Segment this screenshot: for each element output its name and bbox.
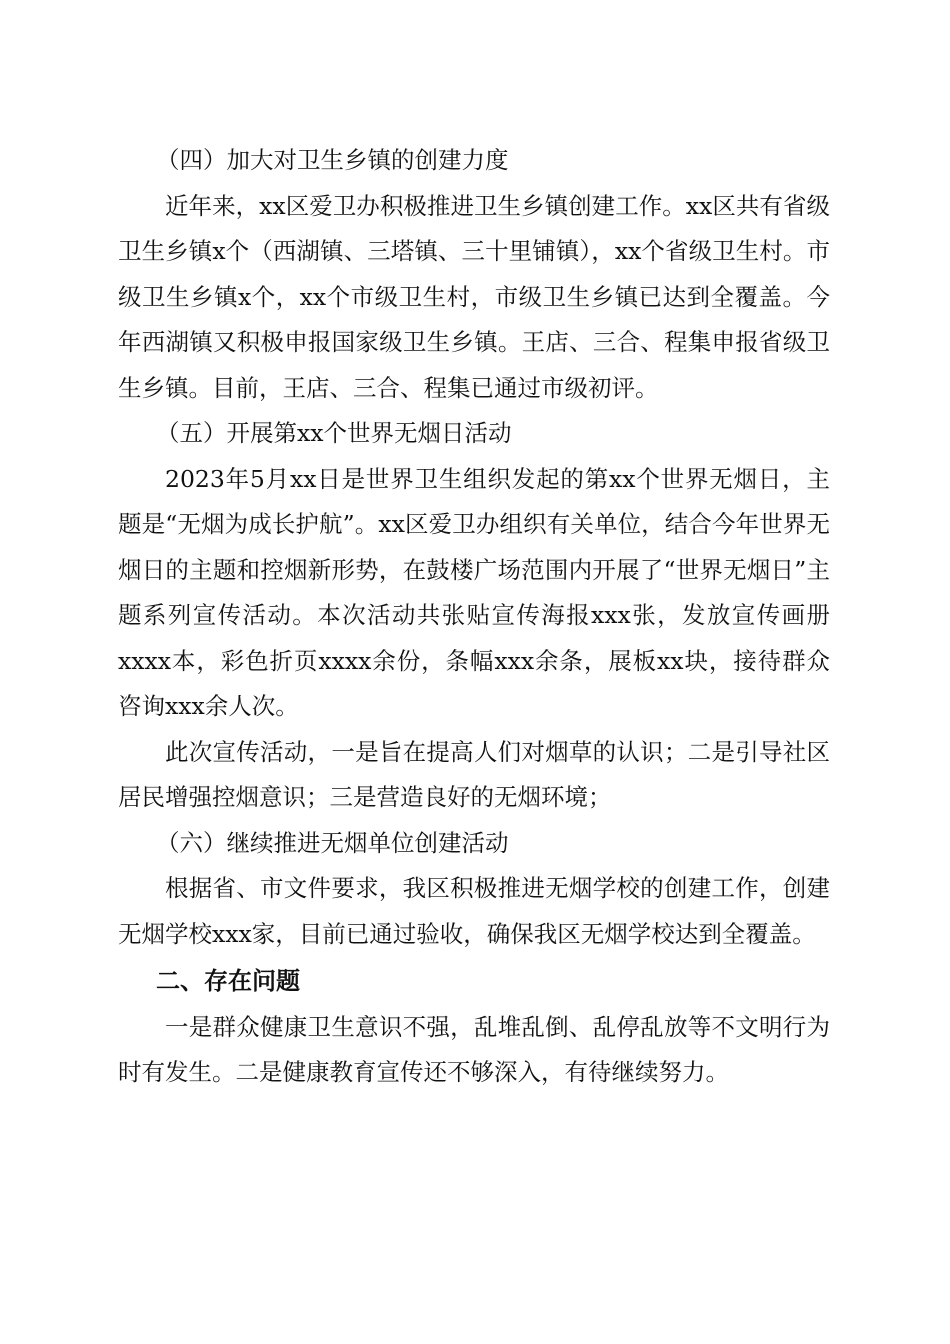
section-heading-5: （五）开展第xx个世界无烟日活动 (156, 419, 512, 447)
problems-heading: 二、存在问题 (156, 967, 300, 995)
section-heading-4: （四）加大对卫生乡镇的创建力度 (156, 146, 509, 174)
section-5-paragraph-1: 2023年5月xx日是世界卫生组织发起的第xx个世界无烟日，主题是“无烟为成长护航”。xx区爱卫办组织有关单位，结合今年世界无烟日的主题和控烟新形势，在鼓楼广场范围内开展了“世界无烟日”主题系列宣传活动。本次活动共张贴宣传海报xxx张，发放宣传画册xxxx本，彩色折页xxxx余份，条幅xxx余条，展板xx块，接待群众咨询xxx余人次。 (118, 464, 830, 720)
section-heading-6: （六）继续推进无烟单位创建活动 (156, 828, 509, 857)
section-4-paragraph: 近年来，xx区爱卫办积极推进卫生乡镇创建工作。xx区共有省级卫生乡镇x个（西湖镇、三塔镇、三十里铺镇），xx个省级卫生村。市级卫生乡镇x个，xx个市级卫生村，市级卫生乡镇已达到全覆盖。今年西湖镇又积极申报国家级卫生乡镇。王店、三合、程集申报省级卫生乡镇。目前，王店、三合、程集已通过市级初评。 (118, 191, 830, 402)
problems-paragraph: 一是群众健康卫生意识不强，乱堆乱倒、乱停乱放等不文明行为时有发生。二是健康教育宣传还不够深入，有待继续努力。 (118, 1012, 830, 1086)
document-body (118, 138, 830, 1096)
section-5-paragraph-2: 此次宣传活动，一是旨在提高人们对烟草的认识；二是引导社区居民增强控烟意识；三是营造良好的无烟环境； (118, 737, 830, 811)
section-6-paragraph: 根据省、市文件要求，我区积极推进无烟学校的创建工作，创建无烟学校xxx家，目前已通过验收，确保我区无烟学校达到全覆盖。 (118, 874, 830, 948)
